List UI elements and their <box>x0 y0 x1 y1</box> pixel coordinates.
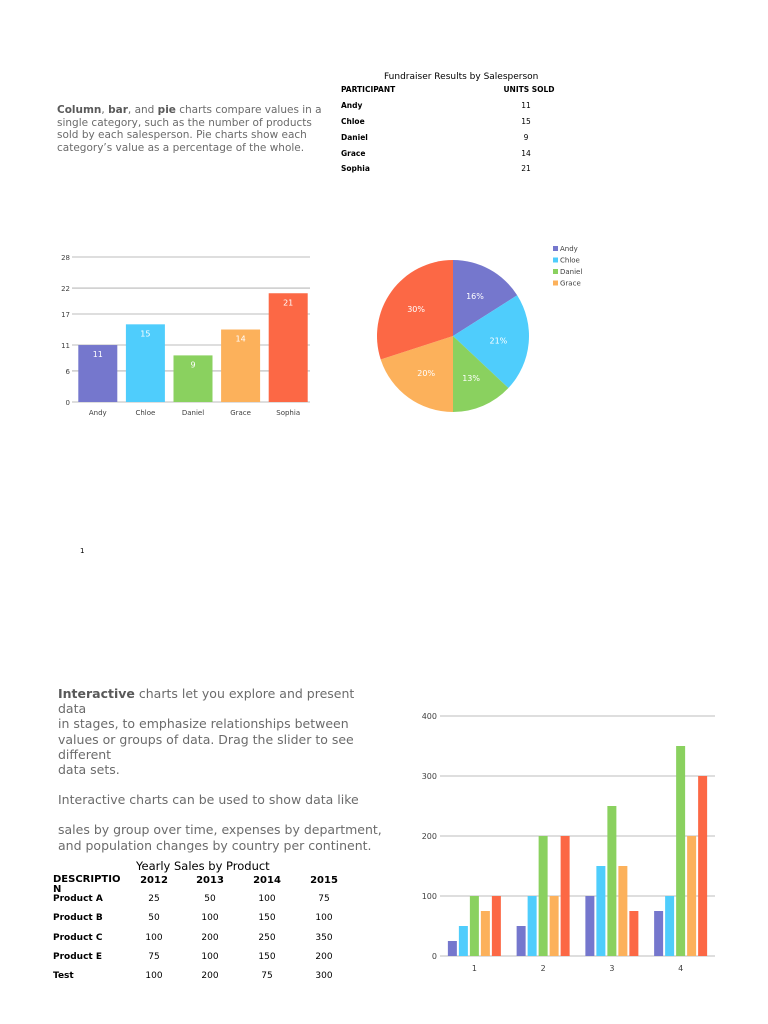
bar <box>676 746 685 956</box>
table1-cell-name: Grace <box>341 149 366 158</box>
y-tick-label: 6 <box>65 367 70 376</box>
table1-cell-value: 21 <box>521 164 531 173</box>
x-tick-label: Sophia <box>276 409 301 417</box>
pie-chart <box>370 240 600 420</box>
y-tick-label: 400 <box>421 712 437 721</box>
table2-cell: 75 <box>261 971 273 981</box>
table-row <box>341 133 561 145</box>
y-tick-label: 300 <box>421 772 437 781</box>
bar <box>448 941 457 956</box>
table2-cell: 25 <box>148 894 160 904</box>
slice-label: 20% <box>417 368 436 378</box>
y-tick-label: 28 <box>61 254 70 262</box>
x-tick-label: Andy <box>88 409 107 417</box>
intro2-line: data sets. <box>58 762 120 778</box>
intro2-line: sales by group over time, expenses by department, and population changes by country per continent. <box>58 822 382 853</box>
grouped-column-chart <box>415 705 725 975</box>
table2-cell: 250 <box>258 933 276 943</box>
table-row <box>53 894 353 906</box>
page-number: 1 <box>80 547 85 555</box>
intro2-line: Interactive charts can be used to show data like <box>58 792 359 808</box>
table1-cell-value: 14 <box>521 149 531 158</box>
table-row <box>341 164 561 176</box>
bar <box>665 896 674 956</box>
table2-cell: 100 <box>145 933 163 943</box>
table2-cell: 200 <box>201 933 219 943</box>
intro2-line: charts let you explore and present data <box>58 686 355 717</box>
table-row <box>53 933 353 945</box>
intro-text: charts compare values in a single category, such as the number of products sold by each salesperson. Pie charts show each category’s value as a percentage of the whole. <box>57 104 322 154</box>
table-row <box>53 913 353 925</box>
table1-cell-value: 15 <box>521 117 531 126</box>
intro-separator: , and <box>127 104 158 116</box>
x-tick-label: 3 <box>609 964 615 973</box>
column-chart <box>50 245 320 425</box>
bar <box>269 293 308 402</box>
bar <box>459 926 468 956</box>
legend-label: Chloe <box>560 256 580 265</box>
table2-cell: 100 <box>145 971 163 981</box>
bar <box>470 896 479 956</box>
bar <box>654 911 663 956</box>
intro-bold-pie: pie <box>157 104 176 116</box>
legend-label: Grace <box>560 279 581 288</box>
intro-separator: , <box>101 104 109 116</box>
bar <box>550 896 559 956</box>
slice-label: 13% <box>462 373 481 383</box>
x-tick-label: 2 <box>540 964 546 973</box>
slice-label: 16% <box>466 292 484 302</box>
table2-header-year: 2014 <box>253 875 281 886</box>
table2-cell: 100 <box>315 913 333 923</box>
x-tick-label: 1 <box>471 964 477 973</box>
x-tick-label: 4 <box>678 964 684 973</box>
table-row <box>341 117 561 129</box>
table2-cell: 50 <box>204 894 216 904</box>
legend-swatch <box>553 269 558 274</box>
slice-label: 30% <box>407 305 425 315</box>
table2-header-description: DESCRIPTIO N <box>53 874 121 895</box>
bar <box>517 926 526 956</box>
table2-cell: 75 <box>318 894 330 904</box>
table-row <box>341 101 561 113</box>
intro-bold-column: Column <box>57 104 102 116</box>
table1-cell-name: Sophia <box>341 164 370 173</box>
intro2-line: in stages, to emphasize relationships between values or groups of data. Drag the slider to see different <box>58 716 354 762</box>
bar <box>585 896 594 956</box>
bar <box>698 776 707 956</box>
data-label: 14 <box>235 334 246 344</box>
bar <box>481 911 490 956</box>
legend-swatch <box>553 281 558 286</box>
y-tick-label: 11 <box>61 342 70 351</box>
table2-cell-name: Product B <box>53 913 103 923</box>
table-row <box>53 952 353 964</box>
table2-cell: 150 <box>258 952 276 962</box>
table1-header-participant: PARTICIPANT <box>341 85 396 94</box>
table1-cell-name: Chloe <box>341 117 365 126</box>
table2-header-year: 2013 <box>196 875 224 886</box>
slice-label: 21% <box>489 336 508 346</box>
bar <box>618 866 627 956</box>
bar <box>539 836 548 956</box>
interactive-paragraph <box>58 686 383 853</box>
table1-cell-value: 9 <box>523 133 529 142</box>
data-label: 11 <box>92 350 103 360</box>
table2-cell: 100 <box>258 894 276 904</box>
legend-swatch <box>553 258 558 263</box>
x-tick-label: Chloe <box>135 409 156 417</box>
table2-cell-name: Product E <box>53 952 102 962</box>
table2-cell-name: Product A <box>53 894 103 904</box>
table-row <box>53 971 353 983</box>
y-tick-label: 17 <box>61 310 70 319</box>
table2-cell: 50 <box>148 913 160 923</box>
intro2-bold-interactive: Interactive <box>58 686 135 701</box>
table2-cell: 300 <box>315 971 333 981</box>
data-label: 21 <box>283 298 294 308</box>
table2-cell: 350 <box>315 933 333 943</box>
table2-cell: 200 <box>315 952 333 962</box>
x-tick-label: Grace <box>230 409 251 417</box>
table2-cell: 100 <box>201 913 219 923</box>
bar <box>687 836 696 956</box>
table1-cell-name: Andy <box>341 101 363 110</box>
table2-cell-name: Test <box>53 971 74 981</box>
x-tick-label: Daniel <box>181 409 205 417</box>
table2-cell: 150 <box>258 913 276 923</box>
bar <box>492 896 501 956</box>
table1-header-units: UNITS SOLD <box>503 85 555 94</box>
table2-cell: 100 <box>201 952 219 962</box>
legend-label: Daniel <box>560 268 583 276</box>
y-tick-label: 200 <box>421 832 437 841</box>
table2-cell-name: Product C <box>53 933 103 943</box>
bar <box>561 836 570 956</box>
legend-swatch <box>553 246 558 251</box>
bar <box>528 896 537 956</box>
legend-label: Andy <box>560 245 578 253</box>
table1-cell-value: 11 <box>521 101 531 110</box>
table1-cell-name: Daniel <box>341 133 368 142</box>
table2-header-year: 2015 <box>310 875 338 886</box>
intro-bold-bar: bar <box>108 104 128 116</box>
table2-cell: 200 <box>201 971 219 981</box>
y-tick-label: 0 <box>65 399 70 407</box>
table2-header-year: 2012 <box>140 875 168 886</box>
bar <box>596 866 605 956</box>
table1-title: Fundraiser Results by Salesperson <box>384 72 539 82</box>
y-tick-label: 22 <box>61 285 70 294</box>
data-label: 9 <box>190 360 196 370</box>
table1-header-row <box>341 85 561 97</box>
table2-cell: 75 <box>148 952 160 962</box>
intro-paragraph-charts <box>57 104 327 154</box>
table2-title: Yearly Sales by Product <box>136 859 270 873</box>
y-tick-label: 100 <box>421 892 437 901</box>
bar <box>607 806 616 956</box>
table-row <box>341 149 561 161</box>
bar <box>629 911 638 956</box>
y-tick-label: 0 <box>431 952 437 961</box>
data-label: 15 <box>140 329 151 339</box>
